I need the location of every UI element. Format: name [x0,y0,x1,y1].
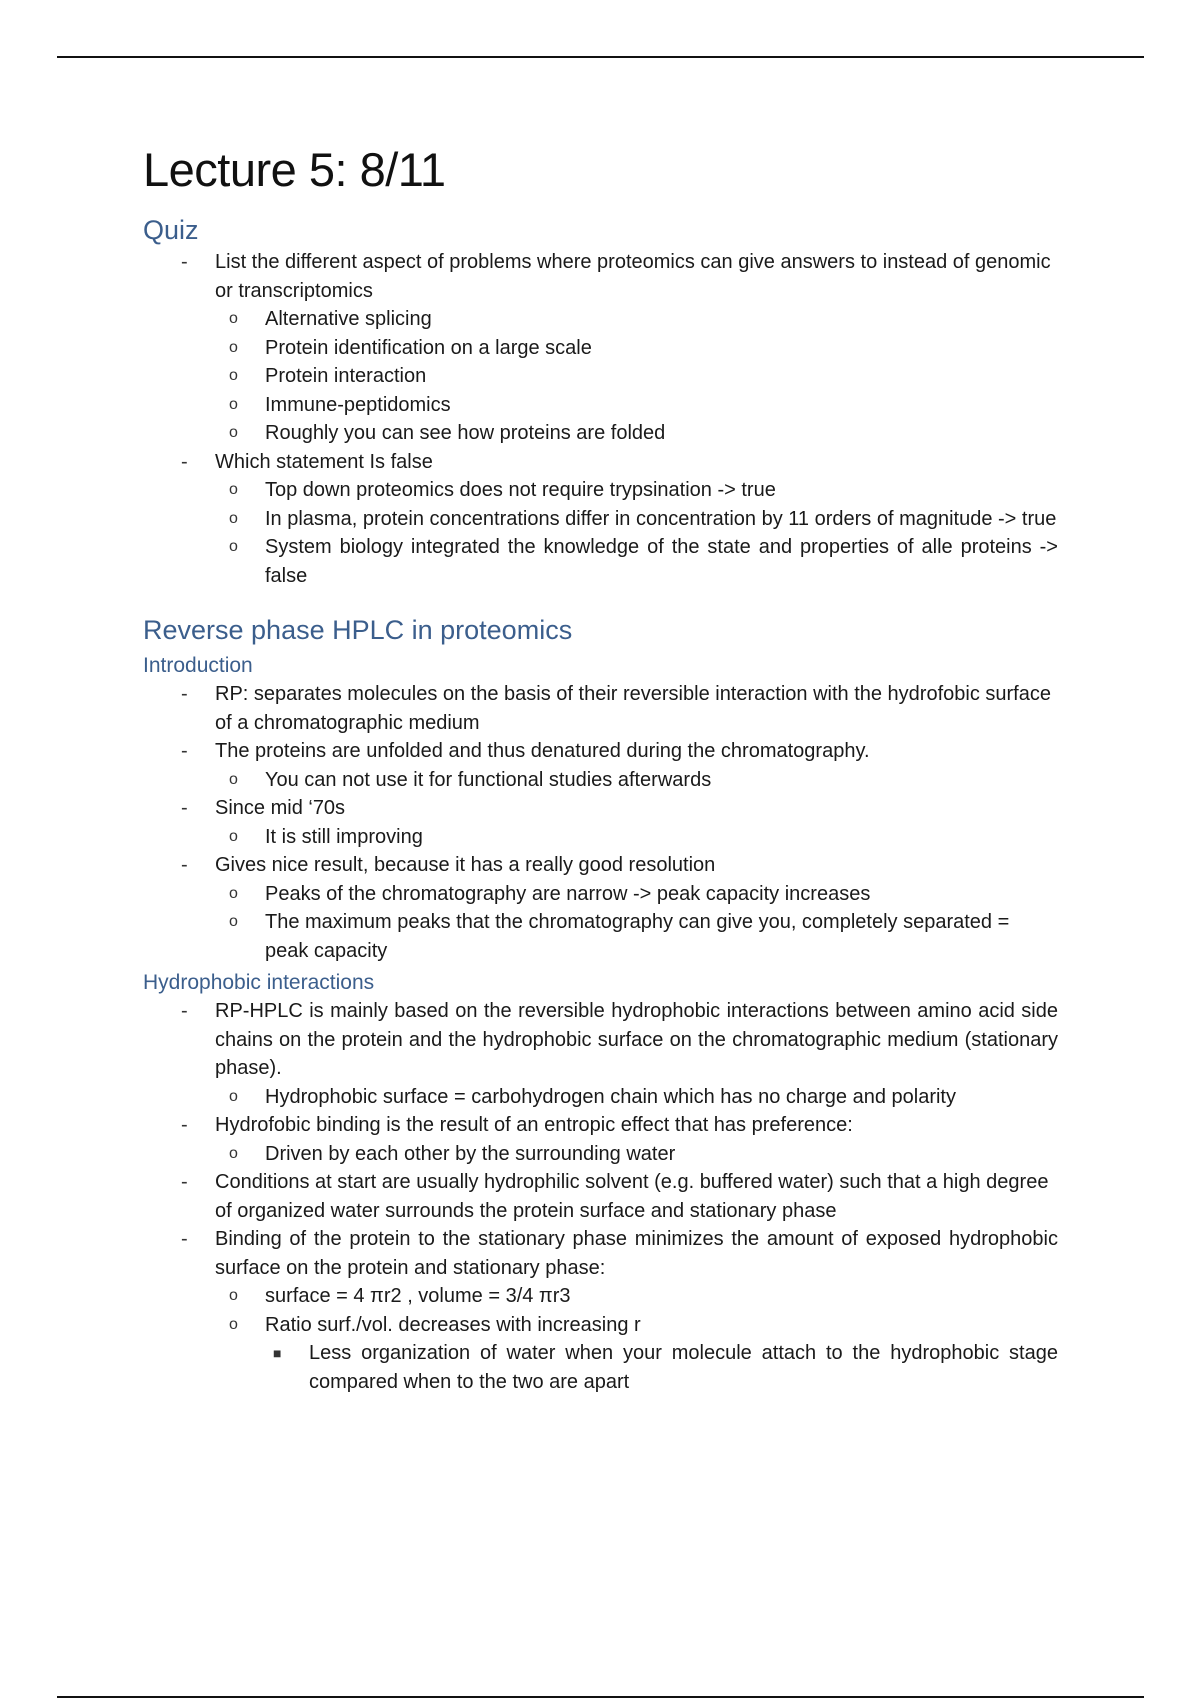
square-bullet: ■ [273,1345,282,1361]
list-item: o You can not use it for functional studies afterwards [143,766,1058,795]
list-item: - Gives nice result, because it has a really good resolution [143,851,1058,880]
list-item: o Top down proteomics does not require trypsination -> true [143,476,1058,505]
list-item: o Immune-peptidomics [143,391,1058,420]
list-item: o Protein interaction [143,362,1058,391]
circle-bullet: o [229,338,238,356]
list-item: - Since mid ‘70s [143,794,1058,823]
dash-bullet: - [181,450,188,473]
list-item: o surface = 4 πr2 , volume = 3/4 πr3 [143,1282,1058,1311]
list-item: o Hydrophobic surface = carbohydrogen chain which has no charge and polarity [143,1083,1058,1112]
hydrophobic-list [143,997,1058,1396]
list-item: o Peaks of the chromatography are narrow -> peak capacity increases [143,880,1058,909]
quiz-list [143,248,1058,590]
list-item: o Ratio surf./vol. decreases with increasing r [143,1311,1058,1340]
circle-bullet: o [229,913,238,930]
quiz-heading: Quiz [143,215,199,245]
circle-bullet: o [229,481,238,498]
list-item: - Hydrofobic binding is the result of an entropic effect that has preference: [143,1111,1058,1140]
list-item: - Binding of the protein to the stationary phase minimizes the amount of exposed hydrophobic surface on the protein and stationary phase: [143,1225,1058,1282]
circle-bullet: o [229,1144,238,1162]
section-heading-rp-hplc: Reverse phase HPLC in proteomics [143,615,573,645]
circle-bullet: o [229,395,238,413]
dash-bullet: - [181,1114,188,1136]
subheading-hydrophobic-interactions: Hydrophobic interactions [143,971,375,994]
list-item: - Conditions at start are usually hydrophilic solvent (e.g. buffered water) such that a high degree of organized water surrounds the protein surface and stationary phase [143,1168,1058,1225]
circle-bullet: o [229,1287,238,1304]
list-item: o Protein identification on a large scale [143,334,1058,363]
circle-bullet: o [229,884,238,902]
circle-bullet: o [229,827,238,845]
circle-bullet: o [229,509,238,527]
list-item: o Driven by each other by the surrounding water [143,1140,1058,1169]
circle-bullet: o [229,310,238,327]
circle-bullet: o [229,367,238,384]
list-item: o System biology integrated the knowledge of the state and properties of alle proteins -> false [143,533,1058,590]
list-item: o In plasma, protein concentrations differ in concentration by 11 orders of magnitude -> true [143,505,1058,534]
list-item: - The proteins are unfolded and thus denatured during the chromatography. [143,737,1058,766]
subheading-introduction: Introduction [143,654,253,677]
circle-bullet: o [229,770,238,788]
dash-bullet: - [181,797,188,819]
dash-bullet: - [181,1171,188,1193]
dash-bullet: - [181,1228,188,1250]
page-title: Lecture 5: 8/11 [143,143,446,196]
header-rule [57,56,1144,58]
circle-bullet: o [229,538,238,555]
list-item: ■ Less organization of water when your molecule attach to the hydrophobic stage compared when to the two are apart [143,1339,1058,1396]
footer-rule [57,1696,1144,1698]
introduction-list [143,680,1058,965]
dash-bullet: - [181,740,188,762]
dash-bullet: - [181,1000,188,1022]
list-item: o It is still improving [143,823,1058,852]
list-item: - RP-HPLC is mainly based on the reversible hydrophobic interactions between amino acid side chains on the protein and the hydrophobic surface on the chromatographic medium (stationary phase). [143,997,1058,1083]
list-item: o Roughly you can see how proteins are folded [143,419,1058,448]
dash-bullet: - [181,251,188,273]
list-item: - List the different aspect of problems where proteomics can give answers to instead of genomic or transcriptomics [143,248,1058,305]
list-item: o Alternative splicing [143,305,1058,334]
circle-bullet: o [229,1087,238,1105]
list-item: - Which statement Is false [143,448,1058,477]
circle-bullet: o [229,424,238,441]
list-item: o The maximum peaks that the chromatography can give you, completely separated = peak capacity [143,908,1058,965]
list-item: - RP: separates molecules on the basis of their reversible interaction with the hydrofobic surface of a chromatographic medium [143,680,1058,737]
circle-bullet: o [229,1315,238,1333]
dash-bullet: - [181,854,188,876]
document-body [143,140,1058,1396]
dash-bullet: - [181,683,188,705]
